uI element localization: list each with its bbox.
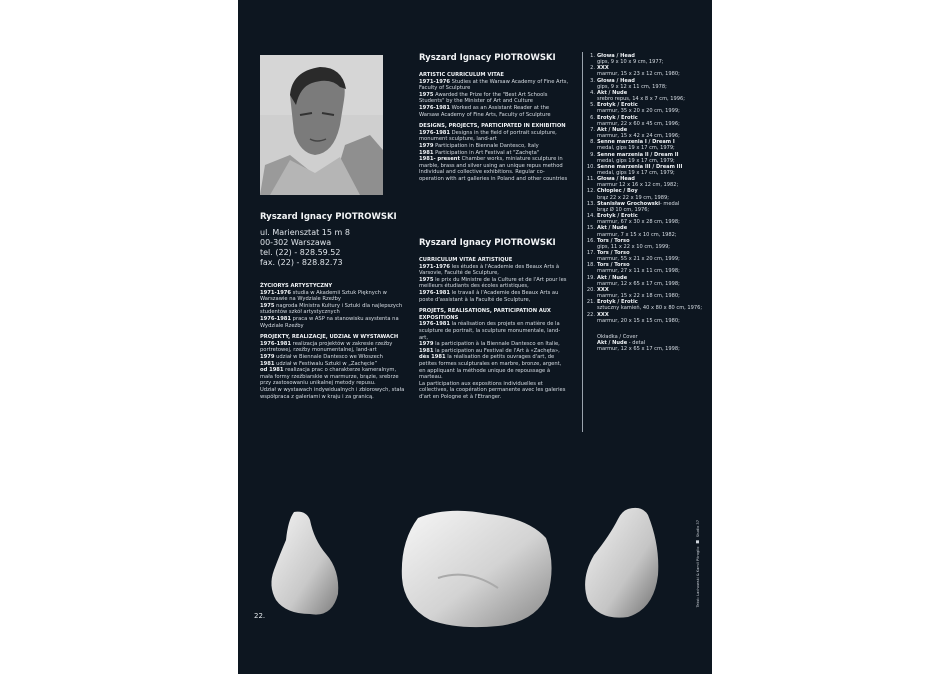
french-project-entry-year: dès 1981	[419, 354, 446, 361]
work-item	[586, 102, 706, 114]
work-description: marmur, 7 x 15 x 10 cm, 1982;	[597, 231, 677, 238]
work-description: marmur, 20 x 15 x 15 cm, 1980;	[597, 317, 680, 324]
french-project-entry	[419, 321, 569, 341]
work-item	[586, 176, 706, 188]
work-item	[586, 164, 706, 176]
english-cv-entry-text: Studies at the Warsaw Academy of Fine Arts, Faculty of Sculpture	[419, 78, 569, 92]
work-number: 2.	[590, 65, 595, 72]
address-street: ul. Mariensztat 15 m 8	[260, 228, 350, 237]
sculpture-image-right	[580, 505, 664, 623]
work-item	[586, 201, 706, 213]
english-cv-entry	[419, 105, 569, 118]
work-description: marmur, 22 x 60 x 45 cm, 1996;	[597, 120, 680, 127]
work-title: Erotyk / Erotic	[597, 114, 638, 121]
work-title: Stanisław Grochowski	[597, 200, 660, 207]
work-number: 9.	[590, 151, 595, 158]
french-cv-entry	[419, 264, 569, 277]
work-number: 20.	[586, 286, 595, 293]
work-description: marmur, 55 x 21 x 20 cm, 1999;	[597, 256, 680, 263]
work-number: 18.	[586, 262, 595, 269]
french-projects-heading: PROJETS, REALISATIONS, PARTICIPATION AUX EXPOSITIONS	[419, 308, 551, 321]
polish-bio-entry	[260, 290, 410, 303]
polish-project-entry	[260, 367, 410, 387]
work-item	[586, 287, 706, 299]
work-title: Akt / Nude	[597, 274, 628, 281]
work-description: marmur, 12 x 65 x 17 cm, 1998;	[597, 280, 680, 287]
french-projects-list	[419, 321, 569, 400]
work-item	[586, 65, 706, 77]
address-city: 00-302 Warszawa	[260, 238, 332, 247]
polish-project-entry-text: Udział w wystawach indywidualnych i zbiorowych, stała współpraca z galeriami w kraju i za granicą.	[260, 386, 405, 400]
work-description: medal, gips 19 x 17 cm, 1979;	[597, 145, 675, 152]
work-number: 17.	[586, 250, 595, 256]
english-project-entry-text: Participation in Biennale Dantesco, Italy	[433, 142, 539, 149]
work-title: Tors / Torso	[597, 262, 630, 269]
polish-project-entry	[260, 354, 410, 361]
english-projects-heading: DESIGNS, PROJECTS, PARTICIPATED IN EXHIBITION	[419, 123, 566, 130]
artist-portrait-photo	[260, 55, 383, 195]
artist-name-middle: Ryszard Ignacy PIOTROWSKI	[419, 238, 556, 248]
work-title: XXX	[597, 65, 609, 72]
english-projects-list	[419, 130, 569, 183]
work-title: Erotyk / Erotic	[597, 213, 638, 220]
french-project-entry-year: 1981	[419, 347, 434, 354]
polish-project-entry-year: od 1981	[260, 367, 284, 374]
work-number: 5.	[590, 102, 595, 109]
polish-project-entry	[260, 341, 410, 354]
work-description: marmur, 15 x 23 x 12 cm, 1980;	[597, 71, 680, 78]
work-number: 15.	[586, 225, 595, 232]
polish-bio-entry-year: 1971-1976	[260, 289, 292, 296]
french-cv-entry	[419, 290, 569, 303]
work-item	[586, 312, 706, 324]
work-description: sztuczny kamień, 40 x 80 x 80 cm, 1976;	[597, 305, 703, 312]
work-item	[586, 78, 706, 90]
english-project-entry	[419, 143, 569, 150]
french-bio-column	[419, 257, 569, 400]
english-cv-entry-text: Awarded the Prize for the "Best Art Schools Students" by the Minister of Art and Culture	[419, 91, 548, 105]
work-item	[586, 127, 706, 139]
work-item	[586, 115, 706, 127]
work-item	[586, 139, 706, 151]
work-description: brąz 22 x 22 x 19 cm, 1989;	[597, 194, 669, 201]
work-title: Tors / Torso	[597, 237, 630, 244]
french-cv-list	[419, 264, 569, 304]
english-project-entry	[419, 150, 569, 157]
phone-number: tel. (22) - 828.59.52	[260, 248, 341, 257]
work-number: 6.	[590, 114, 595, 121]
work-title: Senne marzenia I / Dream I	[597, 139, 675, 146]
english-cv-entry-year: 1975	[419, 91, 434, 98]
english-cv-entry-year: 1976-1981	[419, 104, 451, 111]
polish-bio-entry-text: studia w Akademii Sztuk Pięknych w Warszawie na Wydziale Rzeźby	[260, 289, 387, 303]
work-description: gips, 9 x 10 x 9 cm, 1977;	[597, 59, 664, 66]
polish-project-entry-text: realizacja prac o charakterze kameralnym, mała formy rzeźbiarskie w marmurze, brązie, srebrze przy zastosowaniu unikalnej metody repusu.	[260, 367, 399, 387]
work-description: medal, gips 19 x 17 cm, 1979;	[597, 169, 675, 176]
polish-project-entry	[260, 387, 410, 400]
work-number: 1.	[590, 53, 595, 59]
french-cv-entry-text: le prix du Ministre de la Culture et de l'Art pour les meilleurs étudiants des écoles artistiques,	[419, 276, 567, 290]
cover-desc: marmur, 12 x 65 x 17 cm, 1998;	[597, 346, 680, 353]
work-title: Akt / Nude	[597, 225, 628, 232]
polish-project-entry	[260, 361, 410, 368]
french-project-entry-text: la participation à la Biennale Dantesco en Italie,	[433, 341, 560, 348]
page-number: 22.	[254, 612, 266, 620]
french-project-entry-year: 1976-1981	[419, 321, 451, 328]
credit-square-icon	[697, 540, 700, 543]
polish-bio-entry	[260, 316, 410, 329]
french-project-entry-text: la réalisation de petits ouvrages d'art, de petites formes sculpturales en marbre, bronze, argent, en appliquant la méthode unique de repoussage à marteau.	[419, 354, 562, 381]
work-item	[586, 225, 706, 237]
work-item	[586, 213, 706, 225]
work-number: 8.	[590, 139, 595, 146]
english-cv-entry	[419, 79, 569, 92]
polish-project-entry-year: 1981	[260, 360, 275, 367]
work-description: medal, gips 19 x 17 cm, 1979;	[597, 157, 675, 164]
photo-credit	[696, 520, 700, 607]
work-description: marmur, 27 x 11 x 11 cm, 1998;	[597, 268, 680, 275]
french-cv-entry-year: 1975	[419, 276, 434, 283]
english-project-entry-year: 1976-1981	[419, 129, 451, 136]
polish-bio-entry-year: 1976-1981	[260, 315, 292, 322]
english-cv-heading: ARTISTIC CURRICULUM VITAE	[419, 72, 504, 78]
english-project-entry	[419, 156, 569, 182]
polish-projects-list	[260, 341, 410, 400]
cover-title-suffix: - detal	[627, 340, 646, 347]
work-number: 19.	[586, 274, 595, 281]
french-cv-heading: CURRICULUM VITAE ARTISTIQUE	[419, 257, 513, 263]
french-project-entry-text: la participation au Festival de l'Art à «Zachęta»,	[433, 347, 560, 354]
work-number: 13.	[586, 200, 595, 207]
polish-bio-column	[260, 283, 410, 400]
work-title: Głowa / Head	[597, 176, 635, 183]
work-number: 11.	[586, 176, 595, 183]
work-item	[586, 53, 706, 65]
english-cv-entry-year: 1971-1976	[419, 78, 451, 85]
work-item	[586, 188, 706, 200]
work-item	[586, 275, 706, 287]
english-project-entry-year: 1979	[419, 142, 434, 149]
work-item	[586, 152, 706, 164]
work-item	[586, 90, 706, 102]
french-project-entry	[419, 341, 569, 348]
polish-project-entry-text: realizacja projektów w zakresie rzeźby portretowej, rzeźby monumentalnej, land-art	[260, 340, 393, 354]
work-item	[586, 262, 706, 274]
work-title-suffix: - medal	[659, 200, 680, 207]
french-cv-entry-text: le travail à l'Academie des Beaux Arts au poste d'assistant à la Faculté de Sculpture,	[419, 289, 559, 303]
cover-title: Akt / Nude	[597, 340, 628, 347]
french-project-entry-text: la réalisation des projets en matière de la sculpture de portrait, la sculpture monumentale, land-art,	[419, 321, 561, 341]
work-description: brąz Ø 10 cm, 1976;	[597, 206, 650, 213]
work-description: gips, 9 x 12 x 11 cm, 1978;	[597, 83, 667, 90]
work-number: 10.	[586, 163, 595, 170]
polish-project-entry-text: udział w Festiwalu Sztuki w „Zachęcie”	[274, 360, 378, 367]
work-description: marmur 12 x 16 x 12 cm, 1982;	[597, 182, 679, 189]
work-number: 21.	[586, 299, 595, 306]
english-project-entry-text: Chamber works, miniature sculpture in marble, brass and silver using an unique repus method Individual and collective exhibitions. Regular co-operation with art galleries in Poland and other countries	[419, 156, 568, 182]
portrait-image	[260, 55, 383, 195]
french-project-entry	[419, 381, 569, 401]
work-title: Senne marzenia III / Dream III	[597, 163, 683, 170]
work-item	[586, 250, 706, 262]
polish-projects-heading: PROJEKTY, REALIZACJE, UDZIAŁ W WYSTAWACH	[260, 334, 399, 341]
works-list	[586, 53, 706, 352]
work-number: 7.	[590, 126, 595, 133]
artist-name-left: Ryszard Ignacy PIOTROWSKI	[260, 212, 397, 222]
polish-bio-entry	[260, 303, 410, 316]
work-title: Głowa / Head	[597, 77, 635, 84]
work-item	[586, 238, 706, 250]
work-number: 3.	[590, 77, 595, 84]
cover-caption	[586, 334, 706, 352]
artist-name-top: Ryszard Ignacy PIOTROWSKI	[419, 53, 556, 63]
work-title: Chłopiec / Boy	[597, 188, 638, 195]
work-description: marmur, 67 x 30 x 28 cm, 1998;	[597, 219, 680, 226]
work-title: Erotyk / Erotic	[597, 102, 638, 109]
french-project-entry-year: 1979	[419, 341, 434, 348]
english-project-entry-year: 1981	[419, 149, 434, 156]
work-description: marmur, 15 x 42 x 24 cm, 1996;	[597, 133, 680, 140]
french-project-entry	[419, 354, 569, 380]
work-item	[586, 299, 706, 311]
sculpture-image-left	[266, 510, 344, 620]
english-project-entry-year: 1981- present	[419, 156, 460, 163]
french-cv-entry	[419, 277, 569, 290]
work-title: XXX	[597, 286, 609, 293]
work-description: marmur, 15 x 22 x 18 cm, 1980;	[597, 293, 680, 300]
work-title: Akt / Nude	[597, 89, 628, 96]
french-cv-entry-text: les études à l'Academie des Beaux Arts à Varsovie, Faculté de Sculpture,	[419, 263, 560, 277]
catalog-page	[238, 0, 712, 674]
contact-block	[260, 228, 350, 268]
sculpture-image-center	[398, 508, 556, 630]
english-cv-entry	[419, 92, 569, 105]
polish-bio-heading: ŻYCIORYS ARTYSTYCZNY	[260, 283, 333, 289]
work-description: gips, 11 x 22 x 10 cm, 1999;	[597, 243, 671, 250]
polish-project-entry-year: 1976-1981	[260, 340, 292, 347]
english-project-entry-text: Designs in the field of portrait sculpture, monument sculpture, land-art	[419, 129, 557, 143]
work-title: Erotyk / Erotic	[597, 299, 638, 306]
french-cv-entry-year: 1976-1981	[419, 289, 451, 296]
work-description: srebro repus, 14 x 8 x 7 cm, 1996;	[597, 96, 685, 103]
polish-bio-list	[260, 290, 410, 330]
work-title: Senne marzenia II / Dream II	[597, 151, 679, 158]
column-divider	[582, 52, 583, 432]
work-title: Głowa / Head	[597, 53, 635, 59]
english-cv-list	[419, 79, 569, 119]
cover-label: Okładka / Cover	[597, 333, 638, 340]
credit-brand: Studio 37	[696, 520, 700, 538]
french-cv-entry-year: 1971-1976	[419, 263, 451, 270]
french-project-entry-text: La participation aux expositions individuelles et collectives, la coopération permanente avec les galeries d'art en Pologne et à l'Etranger.	[419, 380, 566, 400]
work-title: XXX	[597, 311, 609, 318]
work-title: Tors / Torso	[597, 250, 630, 256]
work-number: 4.	[590, 89, 595, 96]
polish-bio-entry-text: praca w ASP na stanowisku asystenta na Wydziale Rzeźby	[260, 315, 399, 329]
work-number: 12.	[586, 188, 595, 195]
work-title: Akt / Nude	[597, 126, 628, 133]
work-description: marmur, 35 x 20 x 20 cm, 1999;	[597, 108, 680, 115]
polish-project-entry-text: udział w Biennale Dantesco we Włoszech	[274, 353, 383, 360]
english-project-entry	[419, 130, 569, 143]
english-bio-column	[419, 72, 569, 183]
english-cv-entry-text: Worked as an Assistant Reader at the Warsaw Academy of Fine Arts, Faculty of Sculpture	[419, 104, 551, 118]
fax-number: fax. (22) - 828.82.73	[260, 258, 343, 267]
polish-project-entry-year: 1979	[260, 353, 275, 360]
work-number: 16.	[586, 237, 595, 244]
english-project-entry-text: Participation in Art Festival at "Zachęta"	[433, 149, 540, 156]
work-number: 22.	[586, 311, 595, 318]
credit-text: Tekst: Lachowski & Kamil Pitroglio	[696, 546, 700, 608]
work-number: 14.	[586, 213, 595, 220]
polish-bio-entry-text: nagroda Ministra Kultury i Sztuki dla najlepszych studentów szkół artystycznych	[260, 302, 403, 316]
polish-bio-entry-year: 1975	[260, 302, 275, 309]
